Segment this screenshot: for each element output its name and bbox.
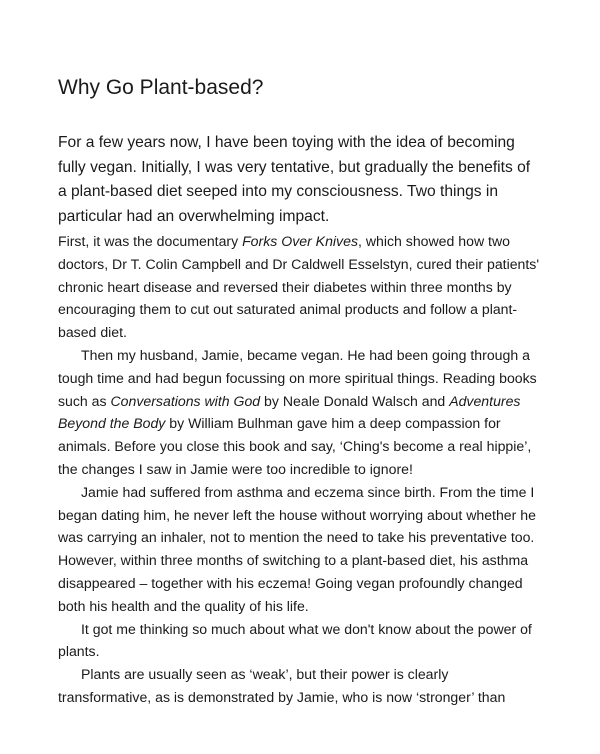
book-title: Conversations with God: [110, 392, 261, 409]
paragraph-forks-over-knives: [58, 230, 540, 344]
body-text: [58, 230, 540, 709]
paragraph-text: Then my husband, Jamie, became vegan. He had been going through a tough time and had begun focussing on more spiritual things. Reading books such as: [58, 346, 537, 409]
film-title: Forks Over Knives: [242, 233, 358, 249]
paragraph-plants-weak: Plants are usually seen as ‘weak’, but their power is clearly transformative, as is demonstrated by Jamie, who is now ‘stronger’ than: [58, 666, 506, 705]
paragraph-text: , which showed how two doctors, Dr T. Colin Campbell and Dr Caldwell Esselstyn, cured their patients' chronic heart disease and reversed their diabetes within three months by encouraging them to cut out saturated animal products and follow a plant-based diet.: [58, 233, 540, 341]
chapter-title: Why Go Plant-based?: [58, 76, 264, 99]
paragraph-text: First, it was the documentary: [58, 233, 243, 249]
paragraph-asthma: Jamie had suffered from asthma and eczema since birth. From the time I began dating him, he never left the house without worrying about whether he was carrying an inhaler, not to mention the need to take his preventative too. However, within three months of switching to a plant-based diet, his asthma disappeared – together with his eczema! Going vegan profoundly changed both his health and the quality of his life.: [58, 483, 536, 614]
intro-paragraph: For a few years now, I have been toying with the idea of becoming fully vegan. Initially, I was very tentative, but gradually the benefits of a plant-based diet seeped into my consciousness. Two things in particular had an overwhelming impact.: [58, 134, 531, 225]
paragraph-jamie-vegan: [58, 344, 540, 481]
paragraph-power-of-plants: It got me thinking so much about what we don't know about the power of plants.: [58, 620, 532, 660]
paragraph-text: by William Bulhman gave him a deep compassion for animals. Before you close this book and say, ‘Ching's become a real hippie’, the changes I saw in Jamie were too incredible to ignore!: [58, 415, 532, 477]
paragraph-text: by Neale Donald Walsch and: [260, 392, 450, 409]
book-title: Adventures Beyond the Body: [58, 392, 521, 432]
